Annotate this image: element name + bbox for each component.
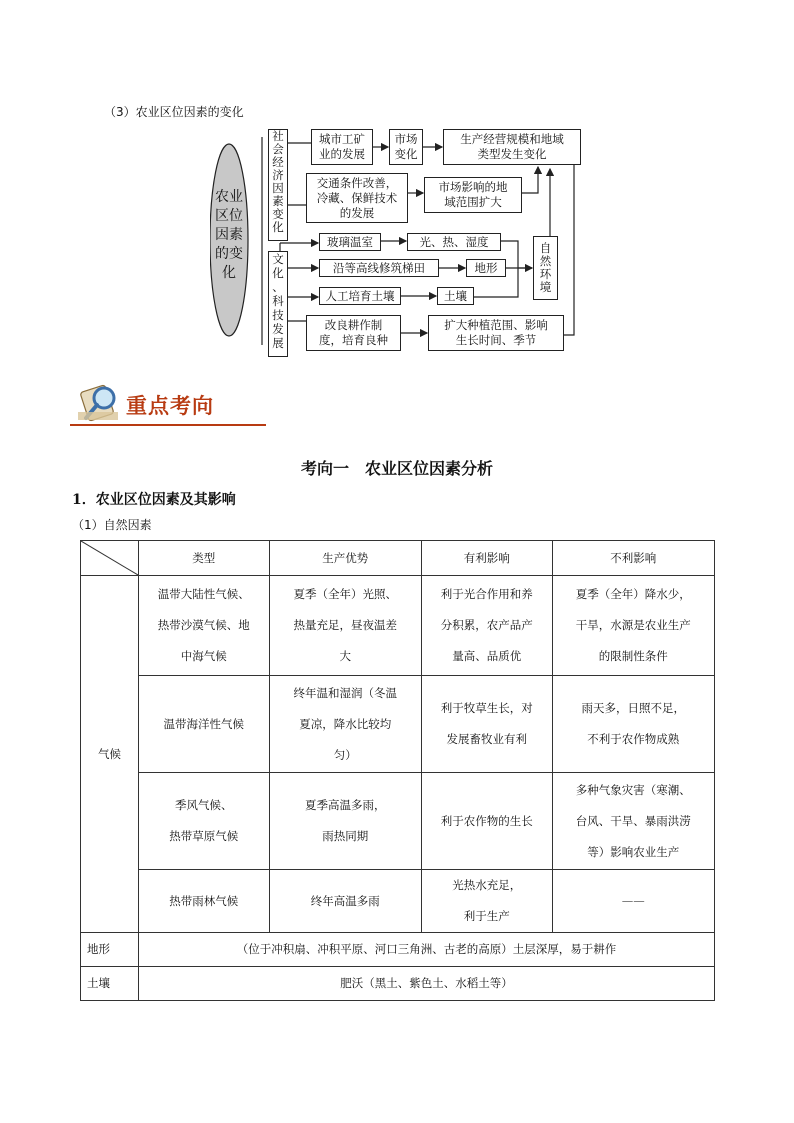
farming-system-box: 改良耕作制 度，培育良种 [306, 315, 401, 351]
table-cell: —— [552, 870, 714, 933]
table-cell: 夏季（全年）降水少， 干旱，水源是农业生产 的限制性条件 [552, 576, 714, 676]
table-header-row [81, 541, 715, 576]
table-row [81, 933, 715, 967]
center-label: 农业 区位 因素 的变 化 [215, 189, 243, 281]
terrain-label: 地形 [81, 933, 139, 967]
table-header: 生产优势 [269, 541, 421, 576]
production-box: 生产经营规模和地域 类型发生变化 [443, 129, 581, 165]
table-cell: 利于牧草生长，对 发展畜牧业有利 [422, 676, 553, 773]
city-box: 城市工矿 业的发展 [311, 129, 373, 165]
culture-tech-box: 文 化 、 科 技 发 展 [268, 251, 288, 357]
soil-cultivation-box: 人工培育土壤 [319, 287, 401, 305]
terrain-box: 地形 [466, 259, 506, 277]
table-row [81, 676, 715, 773]
location-factor-diagram [210, 125, 590, 360]
table-cell: 夏季高温多雨， 雨热同期 [269, 773, 421, 870]
greenhouse-box: 玻璃温室 [319, 233, 381, 251]
transport-box: 交通条件改善， 冷藏、保鲜技术 的发展 [306, 173, 408, 223]
table-cell: 终年温和湿润（冬温 夏凉，降水比较均 匀） [269, 676, 421, 773]
section-title: 考向一 农业区位因素分析 [300, 459, 493, 478]
natural-factors-table [80, 540, 715, 1001]
table-header: 有利影响 [422, 541, 553, 576]
table-row [81, 870, 715, 933]
table-cell: 季风气候、 热带草原气候 [139, 773, 270, 870]
table-cell: 热带雨林气候 [139, 870, 270, 933]
terrace-box: 沿等高线修筑梯田 [319, 259, 439, 277]
table-cell: 温带海洋性气候 [139, 676, 270, 773]
heading-1: 1．农业区位因素及其影响 [72, 492, 236, 508]
soil-label: 土壤 [81, 967, 139, 1001]
heading-2: （1）自然因素 [72, 518, 152, 532]
light-box: 光、热、湿度 [407, 233, 501, 251]
table-cell: 夏季（全年）光照、 热量充足，昼夜温差 大 [269, 576, 421, 676]
table-cell: 终年高温多雨 [269, 870, 421, 933]
focus-banner [70, 382, 266, 428]
market-scope-box: 市场影响的地 域范围扩大 [424, 177, 522, 213]
banner-title: 重点考向 [126, 393, 214, 418]
table-header: 不利影响 [552, 541, 714, 576]
climate-label: 气候 [81, 576, 139, 933]
table-cell: 利于光合作用和养 分积累，农产品产 量高、品质优 [422, 576, 553, 676]
table-cell: 雨天多，日照不足， 不利于农作物成熟 [552, 676, 714, 773]
table-cell: 光热水充足， 利于生产 [422, 870, 553, 933]
table-cell: 多种气象灾害（寒潮、 台风、干旱、暴雨洪涝 等）影响农业生产 [552, 773, 714, 870]
diagram-subtitle: （3）农业区位因素的变化 [104, 105, 244, 119]
soil-text: 肥沃（黑土、紫色土、水稻土等） [139, 967, 715, 1001]
table-cell: 利于农作物的生长 [422, 773, 553, 870]
table-header: 类型 [139, 541, 270, 576]
table-row [81, 967, 715, 1001]
natural-environment-box: 自 然 环 境 [533, 236, 558, 300]
soil-box: 土壤 [437, 287, 474, 305]
table-cell: 温带大陆性气候、 热带沙漠气候、地 中海气候 [139, 576, 270, 676]
terrain-text: （位于冲积扇、冲积平原、河口三角洲、古老的高原）土层深厚，易于耕作 [139, 933, 715, 967]
table-row [81, 773, 715, 870]
table-row [81, 576, 715, 676]
diagonal-header-cell [81, 541, 139, 576]
social-economic-box: 社 会 经 济 因 素 变 化 [268, 129, 288, 241]
expand-range-box: 扩大种植范围、影响 生长时间、季节 [428, 315, 564, 351]
market-change-box: 市场 变化 [389, 129, 423, 165]
